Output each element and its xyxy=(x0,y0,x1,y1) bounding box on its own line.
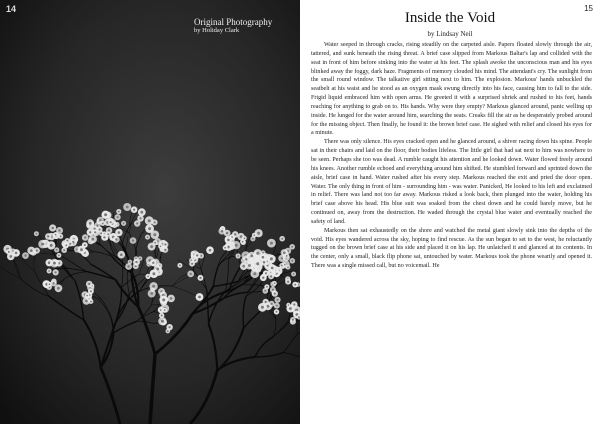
story-paragraph: There was only silence. His eyes cracked open and he glanced around, a shiver racing down his spine. People sat in their chairs and laid on the floor, their bodies lifeless. The little girl that had sat next to him was nowhere to be seen. Perhaps she too was dead. A rumble caught his attention and he looked down. Water flowed freely around his knees. Another rumble echoed and everything around him shifted. He stumbled forward and sprinted down the aisle, brief case in hand. Water rushed after his every step. Markous reached the exit and pried the door open. Water. The only thing in front of him - surrounding him - was water. Panicked, He looked to his left and exclaimed in relief. There was land not too far away. Markous risked a look back, then plunged into the water, holding his brief case above his head. His blue suit was soaked from the chest down and he could barely move, but he continued on, away from the destruction. He waded through the crystal blue water and eventually reached the safety of land. xyxy=(311,139,592,225)
story-paragraph: Water seeped in through cracks, rising steadily on the carpeted aisle. Papers floated slowly through the air, tattered, and sunk beneath the rising threat. A brief case slipped from Markous Baltar's lap and collided with the seat in front of him before sinking into the water at his feet. The splash awoke the unconscious man and his eyes blinked away the foggy, dark haze. Fragments of memory clouded his mind. The attendant's cry. The sunlight from the small round window. The talkative girl sitting next to him. The explosion. Markous' hands unbuckled the seatbelt at his waist and he stood as an oxygen mask swung directly into his face, causing him to fall to the side. Frigid liquid embraced him with open arms. He greeted it with a surprised shriek and rushed to his feet, hands reaching for anything to grab on to. His hands. Why were they empty? Markous glanced around, panic welling up inside. He lunged for the water around him, searching the seats. Creaks fill the air as he desperately probed around for the missing object. Then finally, he found it: the brown brief case. He sighed with relief and closed his eyes for a minute. xyxy=(311,42,592,137)
flower-center xyxy=(36,233,38,235)
flower-center xyxy=(293,273,295,275)
flower-center xyxy=(50,244,53,247)
flower-center xyxy=(55,234,57,236)
flower-center xyxy=(99,229,101,231)
flower-center xyxy=(264,290,266,292)
flower-center xyxy=(294,284,296,286)
flower-center xyxy=(90,290,92,292)
flower-center xyxy=(291,246,293,248)
flower-center xyxy=(152,272,155,275)
flower-center xyxy=(200,255,202,257)
flower-center xyxy=(56,249,58,251)
flower-center xyxy=(281,238,283,240)
flower-center xyxy=(89,231,91,233)
flower-center xyxy=(129,261,131,263)
flower-center xyxy=(265,272,267,274)
flower-center xyxy=(224,247,226,249)
flower-center xyxy=(132,239,134,241)
flower-center xyxy=(161,315,163,317)
flower-center xyxy=(49,283,51,285)
flower-center xyxy=(276,305,278,307)
page-number-right: 15 xyxy=(584,4,593,13)
flower-center xyxy=(135,261,137,263)
story-paragraph: Markous then sat exhaustedly on the shore and watched the metal giant slowly sink into the depths of the void. His eyes wandered across the sky, hoping to find rescue. As the sun began to set to the west, he reluctantly tugged on the brown brief case at his side and placed it on his lap. He unlatched it and glanced at its contents. In the center, only a small, black flip phone sat, untouched by water. Markous took the phone wearily and opened it. There was a single missed call, but no voicemail. He xyxy=(311,227,592,270)
flower-center xyxy=(99,219,101,221)
flower-center xyxy=(276,311,278,313)
flower-center xyxy=(96,224,98,226)
photo-byline: by Holiday Clark xyxy=(194,27,240,34)
flower-center xyxy=(262,252,264,254)
flower-center xyxy=(270,303,272,305)
flower-center xyxy=(253,272,256,275)
flower-center xyxy=(41,243,44,246)
flower-center xyxy=(139,217,141,219)
flower-center xyxy=(24,254,26,256)
flower-center xyxy=(266,286,268,288)
flower-center xyxy=(287,266,289,268)
flower-center xyxy=(256,252,259,255)
flower-center xyxy=(147,236,149,238)
flower-center xyxy=(271,267,274,270)
flower-center xyxy=(123,222,125,224)
flower-center xyxy=(103,236,105,238)
flower-center xyxy=(291,260,293,262)
flower-center xyxy=(221,230,223,232)
flower-center xyxy=(154,242,156,244)
flower-center xyxy=(261,306,264,309)
right-page xyxy=(300,0,600,424)
flower-center xyxy=(286,255,288,257)
flower-center xyxy=(267,265,269,267)
flower-center xyxy=(262,256,265,259)
flower-center xyxy=(270,242,273,245)
flower-center xyxy=(108,229,110,231)
flower-center xyxy=(80,248,83,251)
flower-center xyxy=(199,277,201,279)
flower-center xyxy=(89,222,92,225)
flower-center xyxy=(84,236,86,238)
flower-center xyxy=(8,251,10,253)
flower-center xyxy=(265,301,267,303)
flower-center xyxy=(10,255,13,258)
flower-center xyxy=(152,285,155,288)
flower-center xyxy=(15,252,18,255)
flower-center xyxy=(196,254,198,256)
flower-center xyxy=(190,273,192,275)
flower-center xyxy=(53,262,56,265)
flower-center xyxy=(227,239,230,242)
flower-center xyxy=(104,213,107,216)
flower-center xyxy=(118,211,120,213)
flower-center xyxy=(120,253,123,256)
flower-center xyxy=(191,263,193,265)
flower-center xyxy=(252,238,254,240)
flower-center xyxy=(117,216,119,218)
flower-center xyxy=(58,255,60,257)
flower-center xyxy=(63,249,65,251)
flower-center xyxy=(161,320,164,323)
flower-center xyxy=(12,250,14,252)
flower-center xyxy=(58,229,60,231)
flower-center xyxy=(107,233,109,235)
flower-center xyxy=(162,298,165,301)
flower-center xyxy=(244,237,246,239)
flower-center xyxy=(126,206,129,209)
flower-center xyxy=(242,241,244,243)
flower-center xyxy=(242,265,245,268)
flower-center xyxy=(179,265,181,267)
page-number-left: 14 xyxy=(6,4,17,14)
flower-center xyxy=(133,209,135,211)
flower-center xyxy=(118,231,121,234)
flower-center xyxy=(270,257,273,260)
flower-center xyxy=(289,307,292,310)
flower-center xyxy=(237,255,239,257)
flower-center xyxy=(256,262,259,265)
flower-center xyxy=(272,289,274,291)
flower-center xyxy=(170,297,173,300)
flower-center xyxy=(240,235,243,238)
story-title: Inside the Void xyxy=(404,10,496,26)
flower-center xyxy=(51,227,54,230)
flower-center xyxy=(139,258,141,260)
flower-center xyxy=(250,254,253,257)
flower-center xyxy=(90,301,92,303)
story-byline: by Lindsay Neil xyxy=(427,30,473,38)
flower-center xyxy=(164,309,166,311)
flower-center xyxy=(262,277,264,279)
flower-center xyxy=(274,282,276,284)
flower-center xyxy=(167,330,169,332)
flower-center xyxy=(115,238,117,240)
flower-center xyxy=(147,276,149,278)
flower-center xyxy=(248,264,251,267)
flower-center xyxy=(287,281,289,283)
flower-center xyxy=(66,240,68,242)
flower-center xyxy=(164,243,166,245)
flower-center xyxy=(293,303,295,305)
flower-center xyxy=(91,238,94,241)
flower-center xyxy=(153,233,156,236)
flower-center xyxy=(226,232,228,234)
flower-center xyxy=(160,246,162,248)
flower-center xyxy=(164,249,166,251)
photo-title: Original Photography xyxy=(194,17,273,27)
flower-center xyxy=(209,249,212,252)
flower-center xyxy=(292,319,294,321)
flower-center xyxy=(53,282,55,284)
flower-center xyxy=(274,293,276,295)
photo-credit xyxy=(194,17,272,35)
flower-center xyxy=(198,296,201,299)
flower-center xyxy=(148,219,151,222)
flower-center xyxy=(281,265,283,267)
flower-center xyxy=(100,233,102,235)
flower-center xyxy=(110,221,112,223)
flower-center xyxy=(140,211,143,214)
flower-center xyxy=(150,245,153,248)
flower-center xyxy=(257,232,260,235)
flower-center xyxy=(234,233,236,235)
flower-center xyxy=(156,268,159,271)
flower-center xyxy=(88,283,90,285)
flower-center xyxy=(94,231,96,233)
flower-center xyxy=(148,227,151,230)
flower-center xyxy=(48,270,50,272)
flower-center xyxy=(152,262,154,264)
story-body xyxy=(311,41,592,421)
flower-center xyxy=(235,244,238,247)
flower-center xyxy=(169,326,171,328)
flower-center xyxy=(86,295,88,297)
flower-center xyxy=(47,235,49,237)
flower-center xyxy=(36,250,38,252)
flower-center xyxy=(84,244,86,246)
flower-center xyxy=(127,265,129,267)
flower-center xyxy=(69,243,71,245)
flower-center xyxy=(60,235,62,237)
flower-center xyxy=(55,271,57,273)
flower-center xyxy=(283,251,286,254)
flower-center xyxy=(85,300,88,303)
flower-center xyxy=(57,287,60,290)
flower-center xyxy=(288,304,290,306)
flower-center xyxy=(281,257,283,259)
flower-center xyxy=(154,221,156,223)
flower-center xyxy=(65,244,67,246)
flower-center xyxy=(30,249,33,252)
flower-center xyxy=(136,222,138,224)
flower-center xyxy=(270,275,272,277)
flower-center xyxy=(150,292,153,295)
flower-center xyxy=(276,299,278,301)
